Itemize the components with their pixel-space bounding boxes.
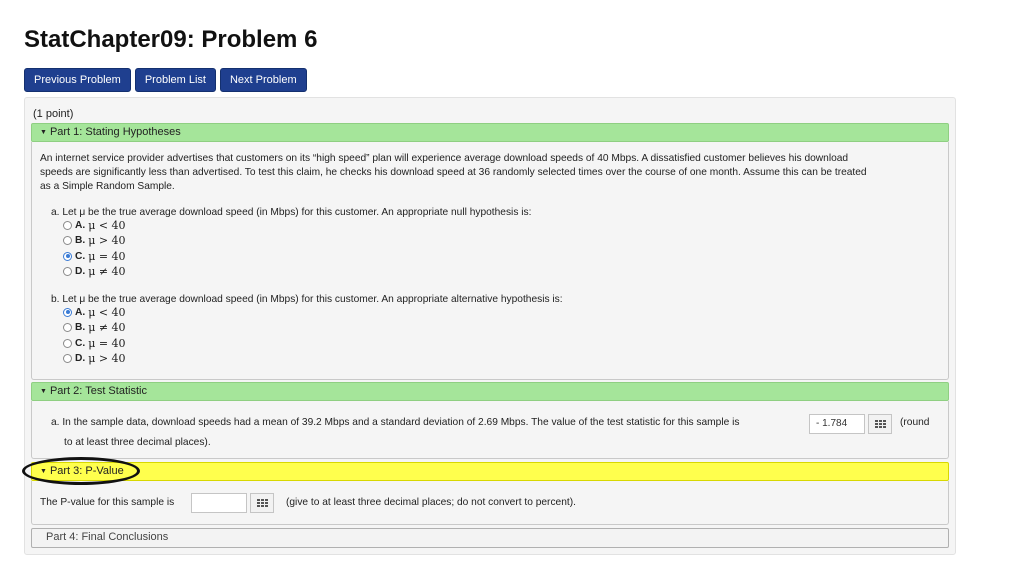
part3-title: Part 3: P-Value bbox=[49, 465, 124, 477]
null-hypothesis-option-a[interactable] bbox=[63, 218, 126, 232]
alt-hypothesis-option-b[interactable] bbox=[63, 321, 126, 335]
part2-suffix: (round bbox=[900, 417, 930, 428]
part1-body bbox=[31, 142, 949, 380]
part4-title: Part 4: Final Conclusions bbox=[46, 531, 169, 543]
part1-intro bbox=[40, 152, 945, 194]
alt-hypothesis-option-a[interactable] bbox=[63, 305, 126, 319]
intro-line-1: An internet service provider advertises that customers on its “high speed” plan will experience average download speeds of 40 Mbps. A dissatisfied customer believes his download bbox=[40, 153, 849, 164]
caret-down-icon: ▼ bbox=[40, 468, 47, 475]
part1-header[interactable] bbox=[31, 123, 949, 142]
intro-line-3: as a Simple Random Sample. bbox=[40, 181, 175, 192]
part3-header[interactable] bbox=[31, 462, 949, 481]
problem-container bbox=[24, 97, 956, 555]
alt-hypothesis-option-d[interactable] bbox=[63, 352, 126, 366]
intro-line-2: speeds are significantly less than advertised. To test this claim, he checks his download speed at 36 randomly selected times over the course of one month. Assume this can be treated bbox=[40, 167, 867, 178]
radio-icon[interactable] bbox=[63, 236, 72, 245]
null-hypothesis-option-d[interactable] bbox=[63, 265, 126, 279]
option-letter: B. bbox=[75, 322, 86, 333]
part2-header[interactable] bbox=[31, 382, 949, 401]
caret-down-icon: ▼ bbox=[40, 388, 47, 395]
option-letter: D. bbox=[75, 266, 86, 277]
part2-title: Part 2: Test Statistic bbox=[49, 385, 147, 397]
option-expression: μ < 40 bbox=[88, 305, 126, 319]
part2-line-1: a. In the sample data, download speeds had a mean of 39.2 Mbps and a standard deviation of 2.69 Mbps. The value of the test statistic for this sample is bbox=[51, 417, 740, 428]
part3-suffix: (give to at least three decimal places; do not convert to percent). bbox=[286, 497, 576, 508]
keypad-icon bbox=[257, 499, 268, 507]
part2-line-2: to at least three decimal places). bbox=[64, 437, 211, 448]
null-hypothesis-option-b[interactable] bbox=[63, 234, 126, 248]
math-keyboard-button[interactable] bbox=[868, 414, 892, 434]
problem-nav bbox=[24, 68, 307, 92]
radio-selected-icon[interactable] bbox=[63, 308, 72, 317]
option-expression: μ = 40 bbox=[88, 336, 126, 350]
next-problem-button[interactable]: Next Problem bbox=[220, 68, 307, 92]
question-b-prompt: b. Let μ be the true average download speed (in Mbps) for this customer. An appropriate alternative hypothesis is: bbox=[51, 294, 563, 305]
previous-problem-button[interactable]: Previous Problem bbox=[24, 68, 131, 92]
problem-list-button[interactable]: Problem List bbox=[135, 68, 216, 92]
option-letter: B. bbox=[75, 235, 86, 246]
radio-icon[interactable] bbox=[63, 221, 72, 230]
radio-icon[interactable] bbox=[63, 354, 72, 363]
option-expression: μ ≠ 40 bbox=[88, 265, 126, 278]
points-label: (1 point) bbox=[33, 108, 74, 120]
option-expression: μ > 40 bbox=[88, 352, 126, 365]
null-hypothesis-option-c[interactable] bbox=[63, 249, 126, 263]
p-value-input[interactable] bbox=[191, 493, 247, 513]
option-expression: μ ≠ 40 bbox=[88, 321, 126, 334]
part3-body bbox=[31, 481, 949, 525]
page-title: StatChapter09: Problem 6 bbox=[24, 26, 318, 53]
caret-down-icon: ▼ bbox=[40, 129, 47, 136]
hand-drawn-circle-annotation bbox=[22, 457, 140, 485]
option-letter: A. bbox=[75, 219, 86, 231]
part4-header[interactable] bbox=[31, 528, 949, 548]
option-letter: A. bbox=[75, 306, 86, 318]
test-statistic-input[interactable]: - 1.784 bbox=[809, 414, 865, 434]
radio-icon[interactable] bbox=[63, 323, 72, 332]
keypad-icon bbox=[875, 420, 886, 428]
radio-selected-icon[interactable] bbox=[63, 252, 72, 261]
option-expression: μ < 40 bbox=[88, 218, 126, 232]
option-expression: μ > 40 bbox=[88, 234, 126, 247]
option-letter: C. bbox=[75, 250, 86, 262]
option-expression: μ = 40 bbox=[88, 249, 126, 263]
radio-icon[interactable] bbox=[63, 267, 72, 276]
part3-prompt: The P-value for this sample is bbox=[40, 497, 175, 508]
option-letter: C. bbox=[75, 337, 86, 349]
radio-icon[interactable] bbox=[63, 339, 72, 348]
alt-hypothesis-option-c[interactable] bbox=[63, 336, 126, 350]
part2-body bbox=[31, 401, 949, 459]
question-a-prompt: a. Let μ be the true average download speed (in Mbps) for this customer. An appropriate null hypothesis is: bbox=[51, 207, 532, 218]
math-keyboard-button[interactable] bbox=[250, 493, 274, 513]
option-letter: D. bbox=[75, 353, 86, 364]
part1-title: Part 1: Stating Hypotheses bbox=[49, 126, 181, 138]
